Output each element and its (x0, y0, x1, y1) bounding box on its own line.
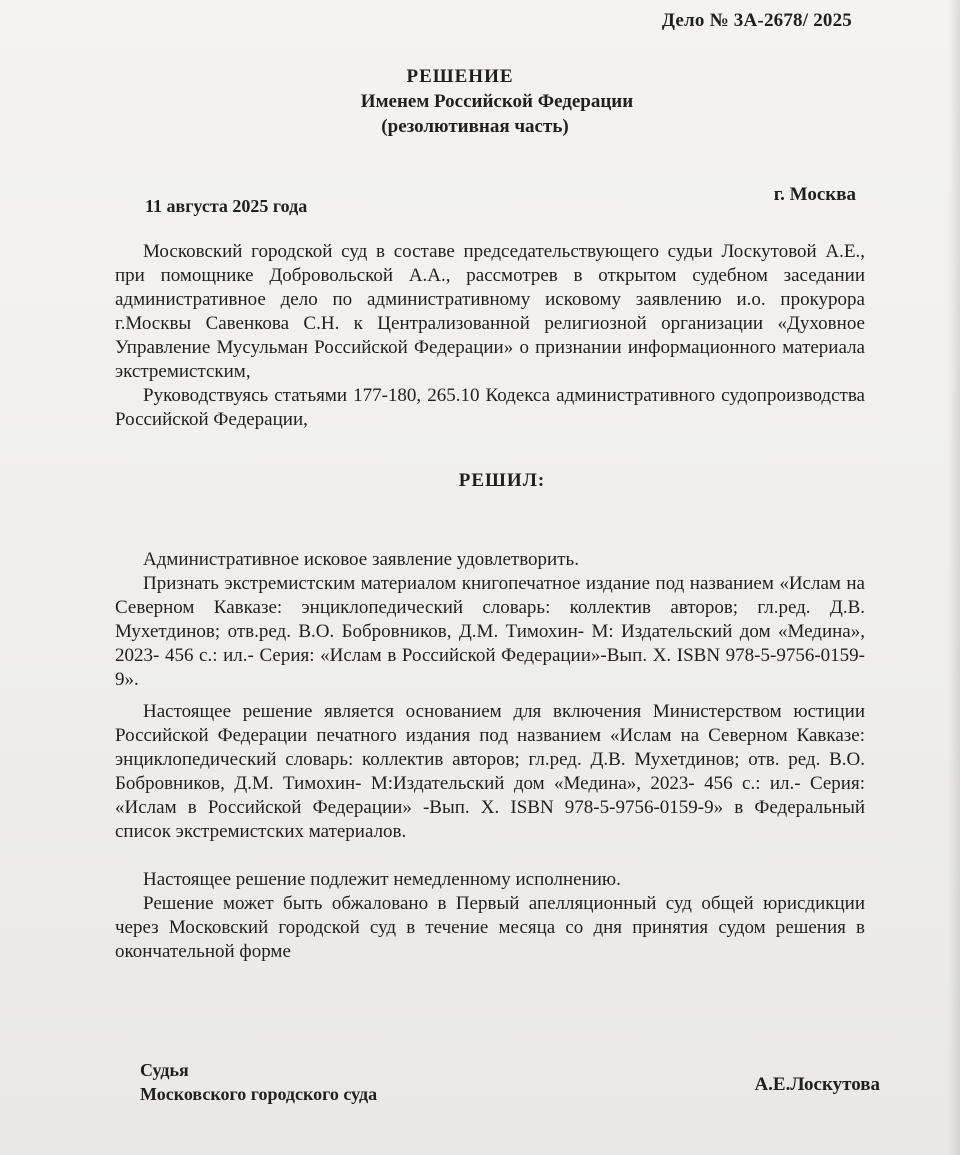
decision-paragraph-3: Настоящее решение является основанием для включения Министерством юстиции Российской Федерации печатного издания под названием «Ислам на Северном Кавказе: энциклопедический словарь: коллектив авторов; гл.ред. Д.В. Мухетдинов; отв. ред. В.О. Бобровников, Д.М. Тимохин- М:Издательский дом «Медина», 2023- 456 с.: ил.- Серия: «Ислам в Российской Федерации» -Вып. X. ISBN 978-5-9756-0159-9» в Федеральный список экстремистских материалов. (115, 701, 865, 842)
title-block (0, 64, 960, 139)
judge-title-line-2: Московского городского суда (140, 1084, 378, 1104)
judge-title (140, 1058, 377, 1106)
decision-paragraph-5: Решение может быть обжаловано в Первый апелляционный суд общей юрисдикции через Московский городской суд в течение месяца со дня принятия судом решения в окончательной форме (115, 893, 865, 962)
decision-paragraph-2: Признать экстремистским материалом книгопечатное издание под названием «Ислам на Северном Кавказе: энциклопедический словарь: коллектив авторов; гл.ред. Д.В. Мухетдинов; отв.ред. В.О. Бобровников, Д.М. Тимохин- М: Издательский дом «Медина», 2023- 456 с.: ил.- Серия: «Ислам в Российской Федерации»-Вып. X. ISBN 978-5-9756-0159-9». (115, 573, 865, 690)
case-number: Дело № 3А-2678/ 2025 (661, 10, 852, 31)
decision-paragraph-4: Настоящее решение подлежит немедленному исполнению. (143, 869, 621, 890)
decision-date: 11 августа 2025 года (145, 196, 308, 216)
document-note: (резолютивная часть) (381, 116, 569, 137)
page-edge-shadow (948, 0, 960, 1155)
judge-name: А.Е.Лоскутова (754, 1074, 880, 1095)
decision-city: г. Москва (773, 184, 856, 205)
decision-paragraph-1: Административное исковое заявление удовлетворить. (143, 549, 579, 570)
document-subtitle: Именем Российской Федерации (360, 91, 634, 112)
resolved-heading: РЕШИЛ: (458, 470, 546, 491)
intro-paragraph-1: Московский городской суд в составе председательствующего судьи Лоскутовой А.Е., при помощнике Добровольской А.А., рассмотрев в открытом судебном заседании административное дело по административному исковому заявлению и.о. прокурора г.Москвы Савенкова С.Н. к Централизованной религиозной организации «Духовное Управление Мусульман Российской Федерации» о признании информационного материала экстремистским, (115, 241, 865, 382)
intro-paragraph-2: Руководствуясь статьями 177-180, 265.10 Кодекса административного судопроизводства Российской Федерации, (115, 385, 865, 430)
document-title: РЕШЕНИЕ (406, 66, 514, 87)
judge-title-line-1: Судья (140, 1060, 189, 1080)
